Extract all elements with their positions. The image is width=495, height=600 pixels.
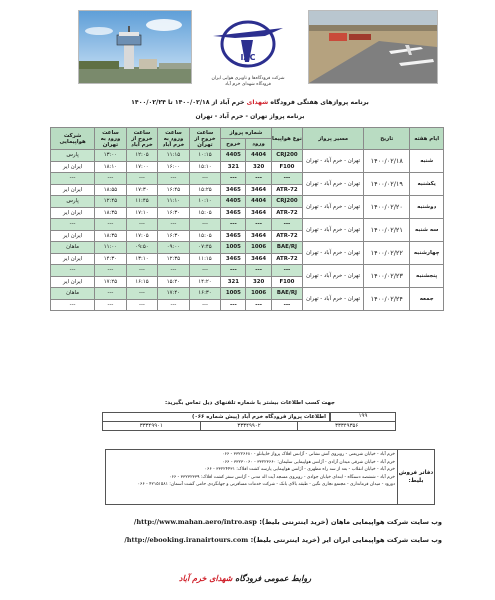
dep-tehran-cell: ۱۵:۰۵	[189, 207, 221, 219]
outbound-flight-cell: ---	[221, 219, 246, 231]
aircraft-cell: ---	[271, 265, 303, 277]
dep-khorram-cell: ۱۷:۱۰	[126, 207, 158, 219]
airline-cell: ماهان	[51, 288, 95, 300]
inbound-flight-cell: 1006	[246, 288, 271, 300]
dep-khorram-cell: ۱۷:۰۵	[126, 230, 158, 242]
aircraft-cell: CRJ200	[271, 196, 303, 208]
aircraft-cell: ATR-72	[271, 184, 303, 196]
schedule-title	[40, 99, 460, 106]
outbound-flight-cell: 3465	[221, 230, 246, 242]
arr-tehran-cell: ---	[95, 299, 127, 311]
airport-apron-photo	[308, 10, 438, 84]
date-cell: ۱۴۰۰/۰۲/۲۴	[364, 288, 410, 311]
table-row	[51, 265, 444, 277]
outbound-flight-cell: 321	[221, 276, 246, 288]
dep-khorram-cell: ۱۷:۰۰	[126, 161, 158, 173]
airline-cell: ایران ایر	[51, 161, 95, 173]
aircraft-cell: ATR-72	[271, 253, 303, 265]
inbound-flight-cell: ---	[246, 265, 271, 277]
dep-tehran-cell: ۱۰:۱۰	[189, 196, 221, 208]
aircraft-cell: CRJ200	[271, 150, 303, 162]
outbound-flight-cell: 4405	[221, 150, 246, 162]
inbound-flight-cell: ---	[246, 219, 271, 231]
dep-tehran-cell: ۱۴:۲۰	[189, 276, 221, 288]
arr-tehran-cell: ۱۳:۰۰	[95, 150, 127, 162]
aircraft-cell: ---	[271, 173, 303, 185]
arr-khorram-cell: ---	[158, 299, 190, 311]
dep-tehran-cell: ---	[189, 173, 221, 185]
table-row	[51, 242, 444, 254]
dep-tehran-cell: ---	[189, 219, 221, 231]
agency-line: خرم آباد - خیابان شرقی میدان آزادی - آژانس هواپیمایی سلیمان: ۳۳۲۲۳۶۶۰ - ۳۳۲۳۰۰۶۰ - ۰۶۶	[222, 459, 395, 465]
dep-khorram-cell: ۱۱:۴۵	[126, 196, 158, 208]
arr-tehran-cell: ۱۷:۲۵	[95, 276, 127, 288]
contact-heading: جهت کسب اطلاعات بیشتر با شماره تلفنهای ذیل تماس بگیرید:	[165, 400, 335, 406]
agency-line: خرم آباد - خیابان شریعتی - روبروی آتش نشانی - آژانس افلاک پرواز خایبانلو - ۳۳۲۲۶۶۸۰ - ۰۶۶	[222, 452, 395, 457]
inbound-flight-cell: 3464	[246, 253, 271, 265]
day-cell: چهارشنبه	[410, 242, 444, 265]
day-cell: یکشنبه	[410, 173, 444, 196]
dep-khorram-cell: ۱۶:۱۵	[126, 276, 158, 288]
dep-khorram-cell: ---	[126, 299, 158, 311]
table-row	[51, 219, 444, 231]
header-date: تاریخ	[364, 128, 410, 150]
inbound-flight-cell: 3464	[246, 207, 271, 219]
outbound-flight-cell: ---	[221, 299, 246, 311]
arr-khorram-cell: ۰۹:۰۰	[158, 242, 190, 254]
title-prefix: برنامه پروازهای هفتگی فرودگاه	[270, 99, 369, 106]
outbound-flight-cell: 3465	[221, 207, 246, 219]
route-cell: تهران - خرم آباد - تهران	[303, 288, 364, 311]
title-suffix: خرم آباد از ۱۴۰۰/۰۲/۱۸ تا ۱۴۰۰/۰۲/۲۴	[131, 99, 245, 106]
agency-line: خرم آباد - خیابان انقلاب - بعد از سه راه مطهری - آژانس هواپیمایی پارسه کشت افلاک: ۳۳۲۲۴۴۳۱ - ۰۶۶	[204, 467, 395, 473]
airline-cell: پارس	[51, 150, 95, 162]
header-arr-khorram: ساعت ورود به خرم آباد	[158, 128, 190, 150]
airline-cell: ایران ایر	[51, 230, 95, 242]
route-cell: تهران - خرم آباد - تهران	[303, 173, 364, 196]
aircraft-cell: ATR-72	[271, 207, 303, 219]
arr-khorram-cell: ۱۱:۱۵	[158, 150, 190, 162]
dep-khorram-cell: ۱۳:۱۰	[126, 253, 158, 265]
table-row	[51, 196, 444, 208]
inbound-flight-cell: 4404	[246, 150, 271, 162]
arr-khorram-cell: ۱۶:۳۰	[158, 230, 190, 242]
flight-info-box-title: اطلاعات پرواز فرودگاه خرم آباد (پیش شماره ۰۶۶)	[102, 412, 330, 421]
outbound-flight-cell: ---	[221, 173, 246, 185]
dep-tehran-cell: ۱۵:۰۵	[189, 230, 221, 242]
dep-khorram-cell: ---	[126, 265, 158, 277]
outbound-flight-cell: 3465	[221, 253, 246, 265]
table-row	[51, 150, 444, 162]
route-cell: تهران - خرم آباد - تهران	[303, 219, 364, 242]
header-dep-khorram: ساعت خروج از خرم آباد	[126, 128, 158, 150]
inbound-flight-cell: 3464	[246, 230, 271, 242]
header-day: ایام هفته	[410, 128, 444, 150]
outbound-flight-cell: 4405	[221, 196, 246, 208]
day-cell: سه شنبه	[410, 219, 444, 242]
mahan-website-line	[112, 518, 442, 526]
dep-tehran-cell: ۰۷:۴۵	[189, 242, 221, 254]
agency-line: خرم آباد - ششصد دستگاه - ابتدای خیابان جوادی - روبروی مسجد آیت اله مدنی - آژانس سفر کشت افلاک: ۳۳۲۳۲۳۳۹ - ۰۶۶	[169, 474, 395, 480]
dep-tehran-cell: ۱۶:۳۰	[189, 288, 221, 300]
logo-airport-text: فرودگاه شهدای خرم آباد	[225, 82, 271, 87]
arr-khorram-cell: ۱۷:۴۰	[158, 288, 190, 300]
header-flight-number: شماره پرواز	[221, 128, 271, 139]
arr-tehran-cell: ---	[95, 219, 127, 231]
aircraft-cell: BAE/RJ	[271, 288, 303, 300]
aircraft-cell: ATR-72	[271, 230, 303, 242]
aircraft-cell: F100	[271, 161, 303, 173]
inbound-flight-cell: ---	[246, 173, 271, 185]
arr-tehran-cell: ---	[95, 265, 127, 277]
date-cell: ۱۴۰۰/۰۲/۲۲	[364, 242, 410, 265]
footer-red-text: شهدای خرم آباد	[178, 574, 233, 583]
flight-info-code: ۱۹۹	[330, 412, 396, 421]
dep-tehran-cell: ۱۵:۲۵	[189, 184, 221, 196]
arr-khorram-cell: ---	[158, 173, 190, 185]
aircraft-cell: ---	[271, 219, 303, 231]
public-relations-footer	[140, 574, 350, 583]
agency-line: دورود - میدان فرمانداری - مجتمع تجاری نگین - طبقه بالای بانک - شرکت خدمات مسافرتی و جهانگردی حامی گشت آسمان: ۴۲۱۵۱۵۸۱ - ۰۶۶	[137, 482, 395, 488]
outbound-flight-cell: 1005	[221, 288, 246, 300]
arr-khorram-cell: ۱۵:۲۰	[158, 276, 190, 288]
outbound-flight-cell: 1005	[221, 242, 246, 254]
airline-cell: ---	[51, 219, 95, 231]
airline-cell: ---	[51, 265, 95, 277]
header-arr-tehran: ساعت ورود به تهران	[95, 128, 127, 150]
title-red-word: شهدای	[246, 99, 269, 106]
date-cell: ۱۴۰۰/۰۲/۲۳	[364, 265, 410, 288]
iranair-website-line	[112, 536, 442, 544]
header-aircraft: نوع هواپیما	[271, 128, 303, 150]
arr-khorram-cell: ۱۶:۳۰	[158, 207, 190, 219]
arr-tehran-cell: ۱۸:۳۵	[95, 207, 127, 219]
dep-khorram-cell: ۱۲:۰۵	[126, 150, 158, 162]
arr-tehran-cell: ۱۸:۵۵	[95, 184, 127, 196]
route-cell: تهران - خرم آباد - تهران	[303, 265, 364, 288]
airline-cell: پارس	[51, 196, 95, 208]
day-cell: جمعه	[410, 288, 444, 311]
date-cell: ۱۴۰۰/۰۲/۲۰	[364, 196, 410, 219]
dep-tehran-cell: ۱۰:۱۵	[189, 150, 221, 162]
airline-cell: ---	[51, 173, 95, 185]
dep-khorram-cell: ۰۹:۵۰	[126, 242, 158, 254]
arr-khorram-cell: ۱۲:۳۵	[158, 253, 190, 265]
flight-info-phones	[102, 421, 396, 431]
arr-tehran-cell: ---	[95, 173, 127, 185]
table-row	[51, 288, 444, 300]
phone-number: ۳۳۳۴۹۹۰۱	[103, 422, 201, 430]
table-row	[51, 173, 444, 185]
iac-logo	[205, 14, 291, 94]
logo-org-text: شرکت فرودگاه‌ها و ناوبری هوایی ایران	[211, 76, 285, 81]
arr-tehran-cell: ۱۲:۴۵	[95, 196, 127, 208]
airline-cell: ---	[51, 299, 95, 311]
arr-khorram-cell: ---	[158, 265, 190, 277]
arr-tehran-cell: ۱۸:۳۵	[95, 230, 127, 242]
arr-tehran-cell: ۱۴:۳۰	[95, 253, 127, 265]
aircraft-cell: BAE/RJ	[271, 242, 303, 254]
inbound-flight-cell: 1006	[246, 242, 271, 254]
dep-tehran-cell: ۱۱:۱۵	[189, 253, 221, 265]
phone-number: ۳۳۳۴۹۹۰۲	[201, 422, 299, 430]
route-cell: تهران - خرم آباد - تهران	[303, 150, 364, 173]
day-cell: دوشنبه	[410, 196, 444, 219]
inbound-flight-cell: 320	[246, 276, 271, 288]
iranair-website-label: وب سایت شرکت هواپیمایی ایران ایر (خرید اینترنتی بلیط):	[250, 536, 442, 544]
airport-tower-photo	[78, 10, 192, 84]
route-subtitle: برنامه پرواز تهران - خرم آباد - تهران	[195, 113, 305, 120]
iranair-website-link[interactable]: http://ebooking.iranairtours.com/	[124, 536, 249, 544]
arr-khorram-cell: ۱۶:۰۰	[158, 161, 190, 173]
day-cell: پنجشنبه	[410, 265, 444, 288]
outbound-flight-cell: ---	[221, 265, 246, 277]
header-dep-tehran: ساعت خروج از تهران	[189, 128, 221, 150]
day-cell: شنبه	[410, 150, 444, 173]
route-cell: تهران - خرم آباد - تهران	[303, 242, 364, 265]
outbound-flight-cell: 321	[221, 161, 246, 173]
mahan-website-label: وب سایت شرکت هواپیمایی ماهان (خرید اینترنتی بلیط):	[259, 518, 442, 526]
footer-prefix: روابط عمومی فرودگاه	[235, 574, 312, 583]
airline-cell: ایران ایر	[51, 184, 95, 196]
header-inbound: ورود	[246, 139, 271, 150]
route-cell: تهران - خرم آباد - تهران	[303, 196, 364, 219]
arr-tehran-cell: ---	[95, 288, 127, 300]
airline-cell: ایران ایر	[51, 253, 95, 265]
flight-schedule-table	[50, 127, 444, 311]
inbound-flight-cell: 320	[246, 161, 271, 173]
date-cell: ۱۴۰۰/۰۲/۲۱	[364, 219, 410, 242]
dep-tehran-cell: ۱۵:۱۰	[189, 161, 221, 173]
dep-khorram-cell: ---	[126, 173, 158, 185]
inbound-flight-cell: 4404	[246, 196, 271, 208]
dep-tehran-cell: ---	[189, 265, 221, 277]
dep-tehran-cell: ---	[189, 299, 221, 311]
header-outbound: خروج	[221, 139, 246, 150]
header-airline: شرکت هواپیمایی	[51, 128, 95, 150]
dep-khorram-cell: ۱۷:۳۰	[126, 184, 158, 196]
header-route: مسیر پرواز	[303, 128, 364, 150]
airline-cell: ماهان	[51, 242, 95, 254]
logo-monogram: IAC	[240, 53, 256, 62]
aircraft-cell: ---	[271, 299, 303, 311]
inbound-flight-cell: 3464	[246, 184, 271, 196]
dep-khorram-cell: ---	[126, 288, 158, 300]
arr-khorram-cell: ---	[158, 219, 190, 231]
agency-label: دفاتر فروش بلیط:	[397, 450, 434, 504]
ticket-agencies-box	[105, 449, 435, 505]
arr-tehran-cell: ۱۸:۱۰	[95, 161, 127, 173]
arr-khorram-cell: ۱۶:۴۵	[158, 184, 190, 196]
inbound-flight-cell: ---	[246, 299, 271, 311]
arr-tehran-cell: ۱۱:۰۰	[95, 242, 127, 254]
aircraft-cell: F100	[271, 276, 303, 288]
dep-khorram-cell: ---	[126, 219, 158, 231]
airline-cell: ایران ایر	[51, 276, 95, 288]
airline-cell: ایران ایر	[51, 207, 95, 219]
arr-khorram-cell: ۱۱:۱۰	[158, 196, 190, 208]
agency-list	[106, 450, 398, 504]
date-cell: ۱۴۰۰/۰۲/۱۹	[364, 173, 410, 196]
mahan-website-link[interactable]: http://www.mahan.aero/intro.asp/	[133, 518, 257, 526]
phone-number: ۳۳۳۴۹۳۵۶	[335, 423, 359, 429]
date-cell: ۱۴۰۰/۰۲/۱۸	[364, 150, 410, 173]
outbound-flight-cell: 3465	[221, 184, 246, 196]
